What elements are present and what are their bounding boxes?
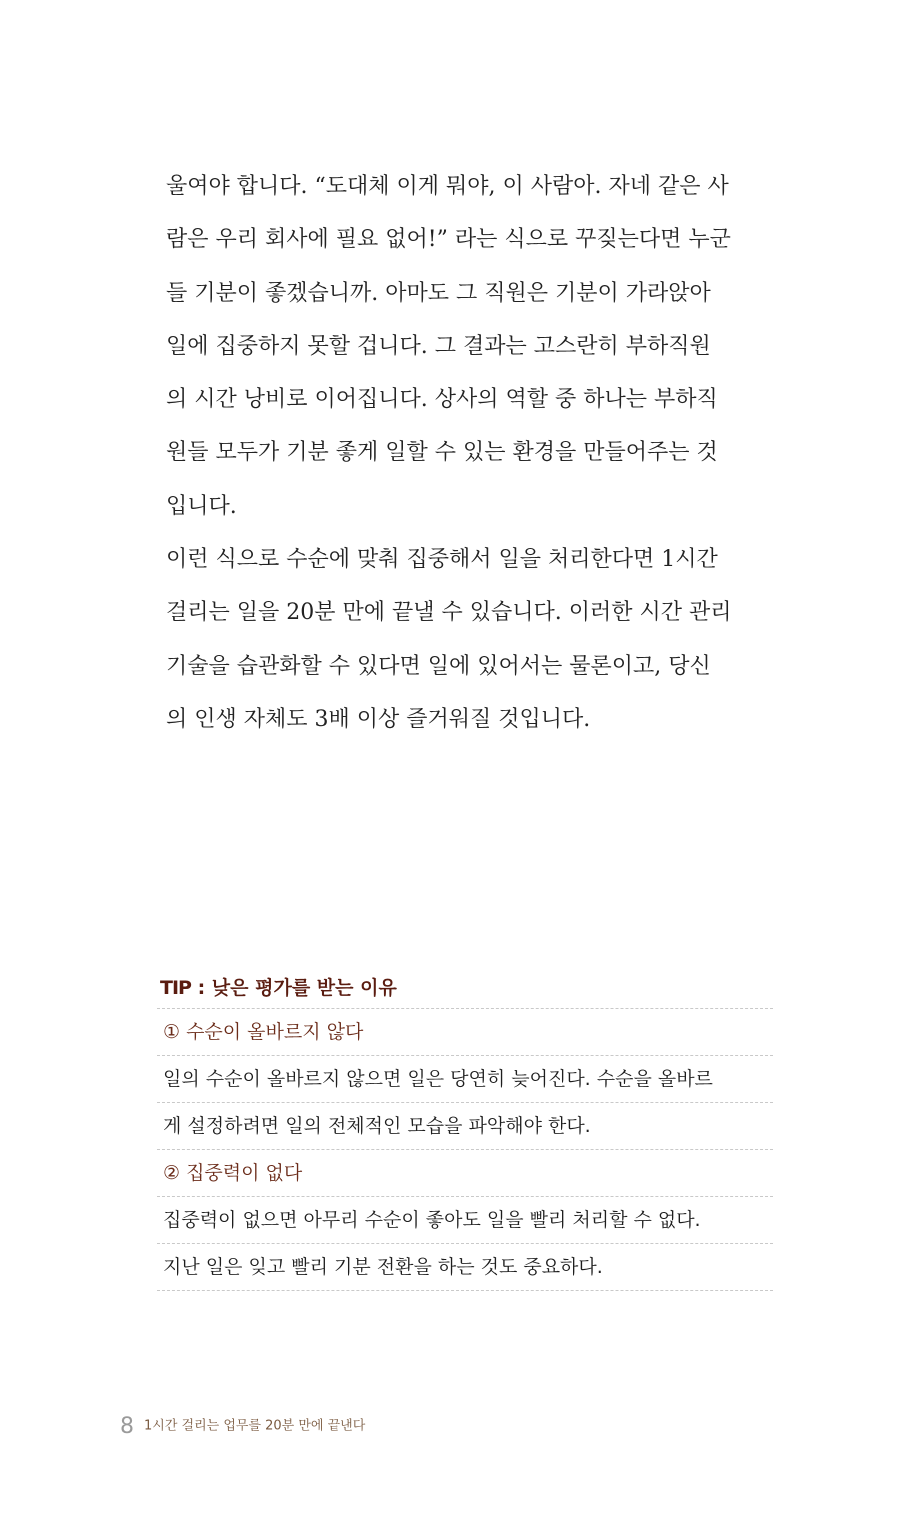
- body-line: 들 기분이 좋겠습니까. 아마도 그 직원은 기분이 가라앉아: [166, 280, 711, 306]
- page-number: 8: [120, 1413, 134, 1439]
- running-title: 1시간 걸리는 업무를 20분 만에 끝낸다: [144, 1418, 366, 1434]
- body-line: 이런 식으로 수순에 맞춰 집중해서 일을 처리한다면 1시간: [166, 547, 718, 573]
- body-line: 의 시간 낭비로 이어집니다. 상사의 역할 중 하나는 부하직: [166, 387, 718, 413]
- body-text: [166, 160, 778, 746]
- tip-item-heading: ① 수순이 올바르지 않다: [163, 1021, 364, 1043]
- tip-box: [157, 968, 773, 1291]
- body-line: 일에 집중하지 못할 겁니다. 그 결과는 고스란히 부하직원: [166, 333, 711, 359]
- body-line: 기술을 습관화할 수 있다면 일에 있어서는 물론이고, 당신: [166, 653, 711, 679]
- tip-title-text: 낮은 평가를 받는 이유: [211, 977, 397, 999]
- page-footer: [120, 1408, 365, 1444]
- body-line: 입니다.: [166, 493, 237, 519]
- body-line: 원들 모두가 기분 좋게 일할 수 있는 환경을 만들어주는 것: [166, 440, 718, 466]
- body-line: 울여야 합니다. “도대체 이게 뭐야, 이 사람아. 자네 같은 사: [166, 174, 729, 199]
- tip-item-text: 게 설정하려면 일의 전체적인 모습을 파악해야 한다.: [163, 1115, 591, 1137]
- body-line: 의 인생 자체도 3배 이상 즐거워질 것입니다.: [166, 706, 591, 732]
- tip-item-heading: ② 집중력이 없다: [163, 1162, 303, 1184]
- tip-item-text: 지난 일은 잊고 빨리 기분 전환을 하는 것도 중요하다.: [163, 1256, 603, 1278]
- tip-item-text: 일의 수순이 올바르지 않으면 일은 당연히 늦어진다. 수순을 올바르: [163, 1068, 713, 1090]
- tip-label: TIP: [160, 977, 191, 999]
- dashed-divider: [157, 1290, 773, 1291]
- tip-separator: :: [190, 977, 212, 999]
- body-line: 람은 우리 회사에 필요 없어!” 라는 식으로 꾸짖는다면 누군: [166, 227, 731, 253]
- tip-title: [157, 968, 773, 1008]
- body-line: 걸리는 일을 20분 만에 끝낼 수 있습니다. 이러한 시간 관리: [166, 600, 732, 626]
- tip-item-text: 집중력이 없으면 아무리 수순이 좋아도 일을 빨리 처리할 수 없다.: [163, 1209, 701, 1231]
